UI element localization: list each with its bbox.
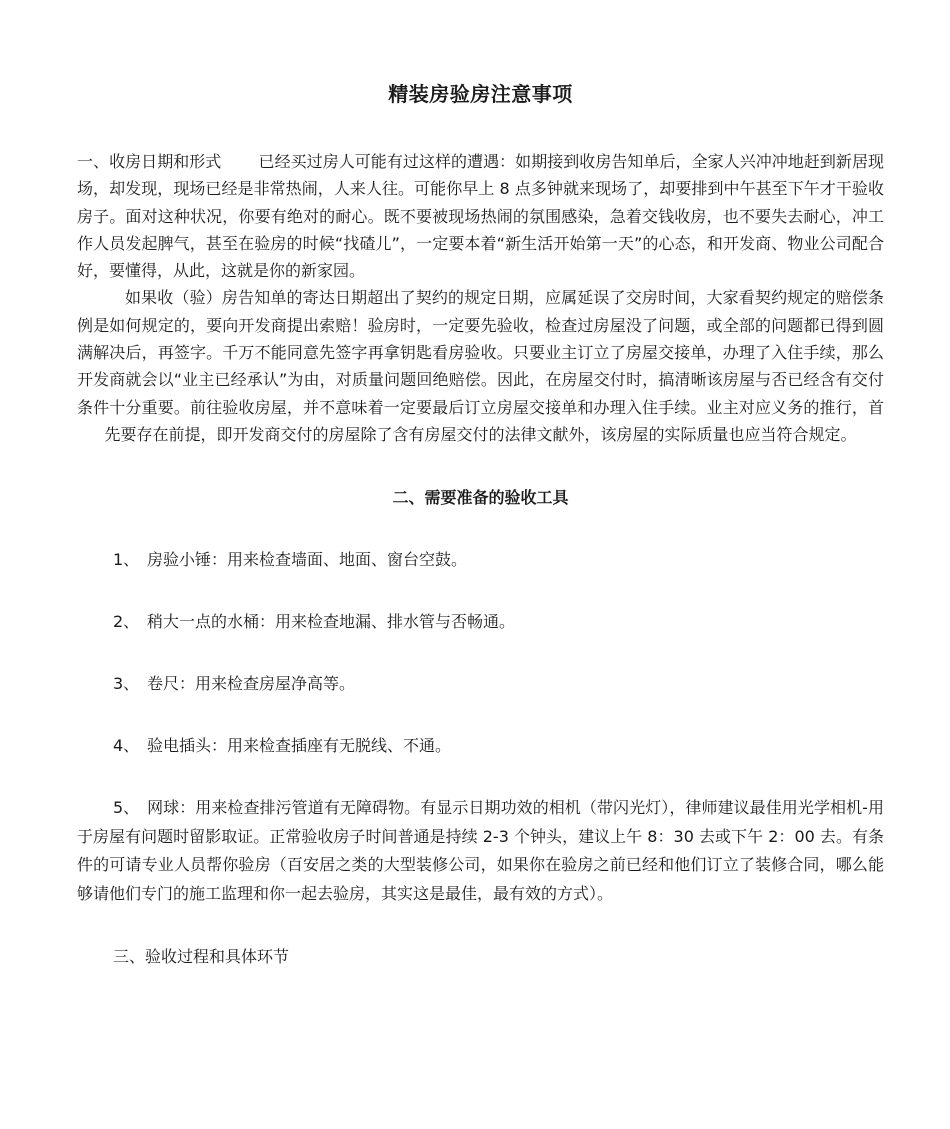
section1-paragraph-1: 一、收房日期和形式 已经买过房人可能有过这样的遭遇：如期接到收房告知单后，全家人兴冲冲地赶到新居现场，却发现，现场已经是非常热闹，人来人往。可能你早上 8 点多钟就来现场了，却要排到中午甚至下午才干验收房子。面对这种状况，你要有绝对的耐心。既不要被现场热闹的氛围感染，急着交钱收房，也不要失去耐心，冲工作人员发起脾气，甚至在验房的时候“找碴儿”，一定要本着“新生活开始第一天”的心态，和开发商、物业公司配合好，要懂得，从此，这就是你的新家园。 [77, 152, 884, 281]
tool-item-text: 稍大一点的水桶：用来检查地漏、排水管与否畅通。 [147, 612, 516, 632]
tool-item-number: 2、 [113, 612, 140, 632]
document-title: 精装房验房注意事项 [388, 82, 573, 106]
section1-paragraph-2: 如果收（验）房告知单的寄达日期超出了契约的规定日期，应属延误了交房时间，大家看契约规定的赔偿条例是如何规定的，要向开发商提出索赔！验房时，一定要先验收，检查过房屋没了问题，或全部的问题都已得到圆满解决后，再签字。千万不能同意先签字再拿钥匙看房验收。只要业主订立了房屋交接单，办理了入住手续，那么开发商就会以“业主已经承认”为由，对质量问题回绝赔偿。因此，在房屋交付时，搞清晰该房屋与否已经含有交付条件十分重要。前往验收房屋，并不意味着一定要最后订立房屋交接单和办理入住手续。业主对应义务的推行，首先要存在前提，即开发商交付的房屋除了含有房屋交付的法律文献外，该房屋的实际质量也应当符合规定。 [77, 288, 884, 444]
section2-heading: 二、需要准备的验收工具 [392, 488, 569, 508]
tool-item-text: 网球：用来检查排污管道有无障碍物。有显示日期功效的相机（带闪光灯），律师建议最佳用光学相机-用于房屋有问题时留影取证。正常验收房子时间普通是持续 2-3 个钟头，建议上午 8：30 去或下午 2：00 去。有条件的可请专业人员帮你验房（百安居之类的大型装修公司，如果你在验房之前已经和他们订立了装修合同，哪么能够请他们专门的施工监理和你一起去验房，其实这是最佳，最有效的方式）。 [77, 798, 884, 903]
tool-item-number: 3、 [113, 674, 140, 694]
tool-item-number: 4、 [113, 736, 140, 756]
tool-item-text: 卷尺：用来检查房屋净高等。 [147, 674, 356, 694]
tool-item-5 [77, 794, 884, 908]
section3-heading: 三、验收过程和具体环节 [113, 947, 290, 967]
tool-item-2 [77, 608, 884, 635]
tool-item-4 [77, 732, 884, 759]
tool-item-number: 1、 [113, 550, 140, 570]
tool-item-3 [77, 670, 884, 697]
tool-item-text: 房验小锤：用来检查墙面、地面、窗台空鼓。 [147, 550, 468, 570]
tool-item-1 [77, 546, 884, 573]
tool-item-text: 验电插头：用来检查插座有无脱线、不通。 [147, 736, 452, 756]
tool-item-number: 5、 [113, 798, 140, 818]
tool-list [77, 546, 884, 908]
